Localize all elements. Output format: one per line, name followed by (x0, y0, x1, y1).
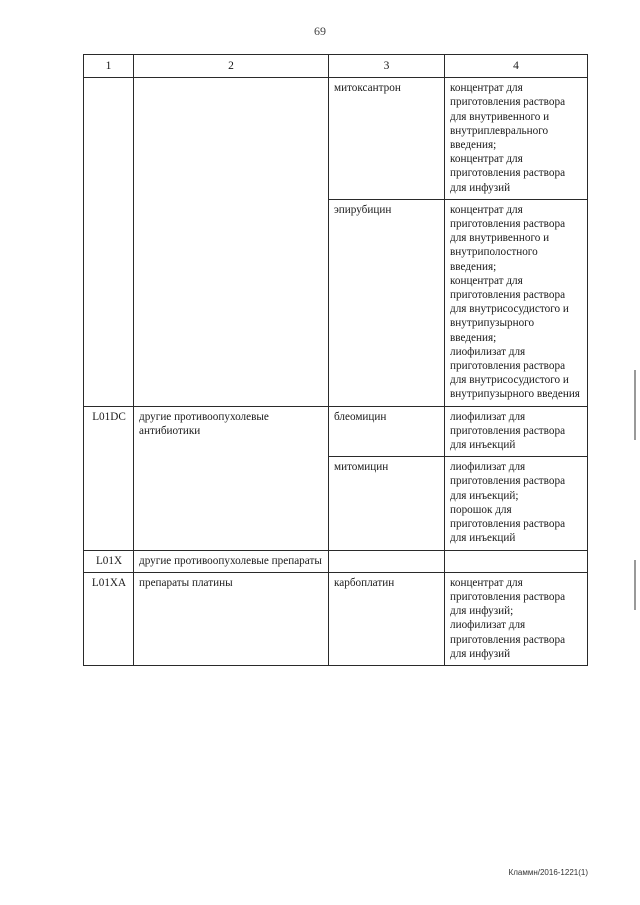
atc-code-cell (84, 78, 134, 406)
dosage-form-cell: концентрат для приготовления раствора для инфузий; лиофилизат для приготовления раствора для инфузий (445, 572, 588, 665)
drug-table (83, 54, 588, 666)
group-name-cell: другие противоопухолевые антибиотики (134, 406, 329, 550)
page-number: 69 (314, 24, 326, 38)
atc-code-cell: L01X (84, 550, 134, 572)
group-name-cell (134, 78, 329, 406)
header-col-2: 2 (134, 55, 329, 78)
drug-name-cell: митомицин (329, 457, 445, 550)
table-row (84, 572, 588, 665)
dosage-form-cell (445, 550, 588, 572)
drug-name-cell: блеомицин (329, 406, 445, 457)
atc-code-cell: L01XA (84, 572, 134, 665)
table-row (84, 406, 588, 457)
drug-name-cell: карбоплатин (329, 572, 445, 665)
drug-name-cell: митоксантрон (329, 78, 445, 200)
table-row (84, 550, 588, 572)
dosage-form-cell: концентрат для приготовления раствора для внутривенного и внутриполостного введения; концентрат для приготовления раствора для внутрисосудистого и внутрипузырного введения; лиофилизат для приготовления раствора для внутрисосудистого и внутрипузырного введения (445, 199, 588, 406)
table-header-row (84, 55, 588, 78)
scan-edge-mark (634, 560, 636, 610)
header-col-3: 3 (329, 55, 445, 78)
document-footer-code: Кламмн/2016-1221(1) (508, 868, 588, 877)
atc-code-cell: L01DC (84, 406, 134, 550)
dosage-form-cell: лиофилизат для приготовления раствора для инъекций (445, 406, 588, 457)
drug-name-cell: эпирубицин (329, 199, 445, 406)
drug-name-cell (329, 550, 445, 572)
table-row (84, 78, 588, 200)
header-col-4: 4 (445, 55, 588, 78)
header-col-1: 1 (84, 55, 134, 78)
dosage-form-cell: концентрат для приготовления раствора для внутривенного и внутриплеврального введения; концентрат для приготовления раствора для инфузий (445, 78, 588, 200)
group-name-cell: другие противоопухолевые препараты (134, 550, 329, 572)
dosage-form-cell: лиофилизат для приготовления раствора для инъекций; порошок для приготовления раствора для инъекций (445, 457, 588, 550)
scan-edge-mark (634, 370, 636, 440)
group-name-cell: препараты платины (134, 572, 329, 665)
